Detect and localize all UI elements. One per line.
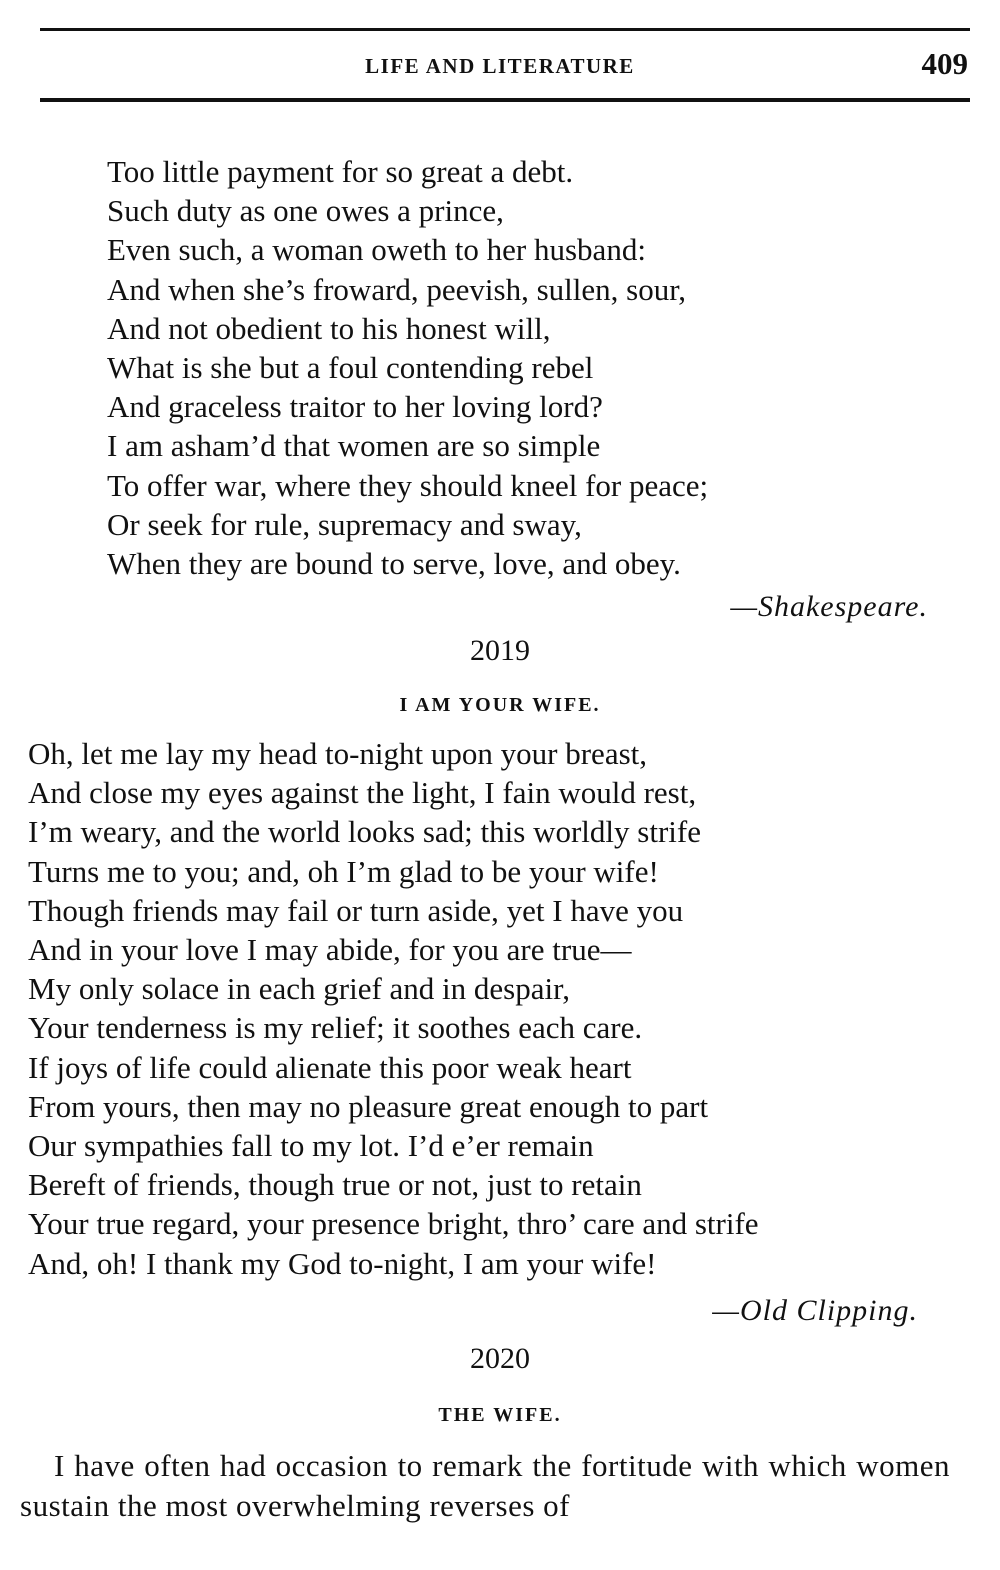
page-number: 409 — [921, 46, 968, 81]
essay-paragraph: I have often had occasion to remark the fortitude with which women sustain the most overwhelming reverses of — [20, 1448, 950, 1523]
poem-line: And not obedient to his honest will, — [107, 310, 551, 346]
poem-line: Too little payment for so great a debt. — [107, 154, 574, 189]
poem-line: My only solace in each grief and in despair, — [28, 971, 570, 1007]
poem-line: And graceless traitor to her loving lord? — [107, 389, 603, 425]
poem-line: Or seek for rule, supremacy and sway, — [107, 506, 582, 542]
poem-line: Bereft of friends, though true or not, just to retain — [28, 1167, 642, 1203]
poem-line: And, oh! I thank my God to-night, I am your wife! — [28, 1245, 657, 1281]
poem-line: What is she but a foul contending rebel — [107, 350, 594, 386]
poem-line: If joys of life could alienate this poor weak heart — [28, 1049, 632, 1085]
running-head: LIFE AND LITERATURE — [365, 54, 635, 78]
poem-line: Your tenderness is my relief; it soothes each care. — [28, 1010, 643, 1046]
poem-line: Our sympathies fall to my lot. I’d e’er remain — [28, 1128, 594, 1164]
poem-shakespeare — [107, 152, 708, 583]
poem-i-am-your-wife — [28, 734, 759, 1283]
poem-line: From yours, then may no pleasure great enough to part — [28, 1088, 709, 1124]
poem-title-i-am-your-wife: I AM YOUR WIFE. — [399, 694, 601, 716]
entry-number-2019: 2019 — [470, 634, 530, 667]
poem-line: Even such, a woman oweth to her husband: — [107, 232, 646, 268]
poem-line: When they are bound to serve, love, and obey. — [107, 546, 681, 582]
header-top-rule — [40, 28, 970, 31]
poem-line: And in your love I may abide, for you are true— — [28, 932, 632, 968]
header-bottom-rule — [40, 98, 970, 102]
entry-number-2020: 2020 — [470, 1342, 530, 1375]
poem-line: Though friends may fail or turn aside, yet I have you — [28, 892, 684, 928]
poem-line: And close my eyes against the light, I fain would rest, — [28, 775, 697, 811]
poem-line: Oh, let me lay my head to-night upon your breast, — [28, 736, 648, 771]
poem-line: I am asham’d that women are so simple — [107, 428, 601, 464]
essay-title-the-wife: THE WIFE. — [438, 1404, 562, 1426]
poem-line: And when she’s froward, peevish, sullen, sour, — [107, 271, 687, 307]
attribution-old-clipping: —Old Clipping. — [712, 1294, 918, 1327]
poem-line: I’m weary, and the world looks sad; this worldly strife — [28, 814, 701, 850]
poem-line: Your true regard, your presence bright, thro’ care and strife — [28, 1206, 759, 1242]
attribution-shakespeare: —Shakespeare. — [730, 590, 928, 623]
poem-line: Turns me to you; and, oh I’m glad to be your wife! — [28, 853, 659, 889]
poem-line: Such duty as one owes a prince, — [107, 193, 504, 229]
poem-line: To offer war, where they should kneel for peace; — [107, 467, 709, 503]
